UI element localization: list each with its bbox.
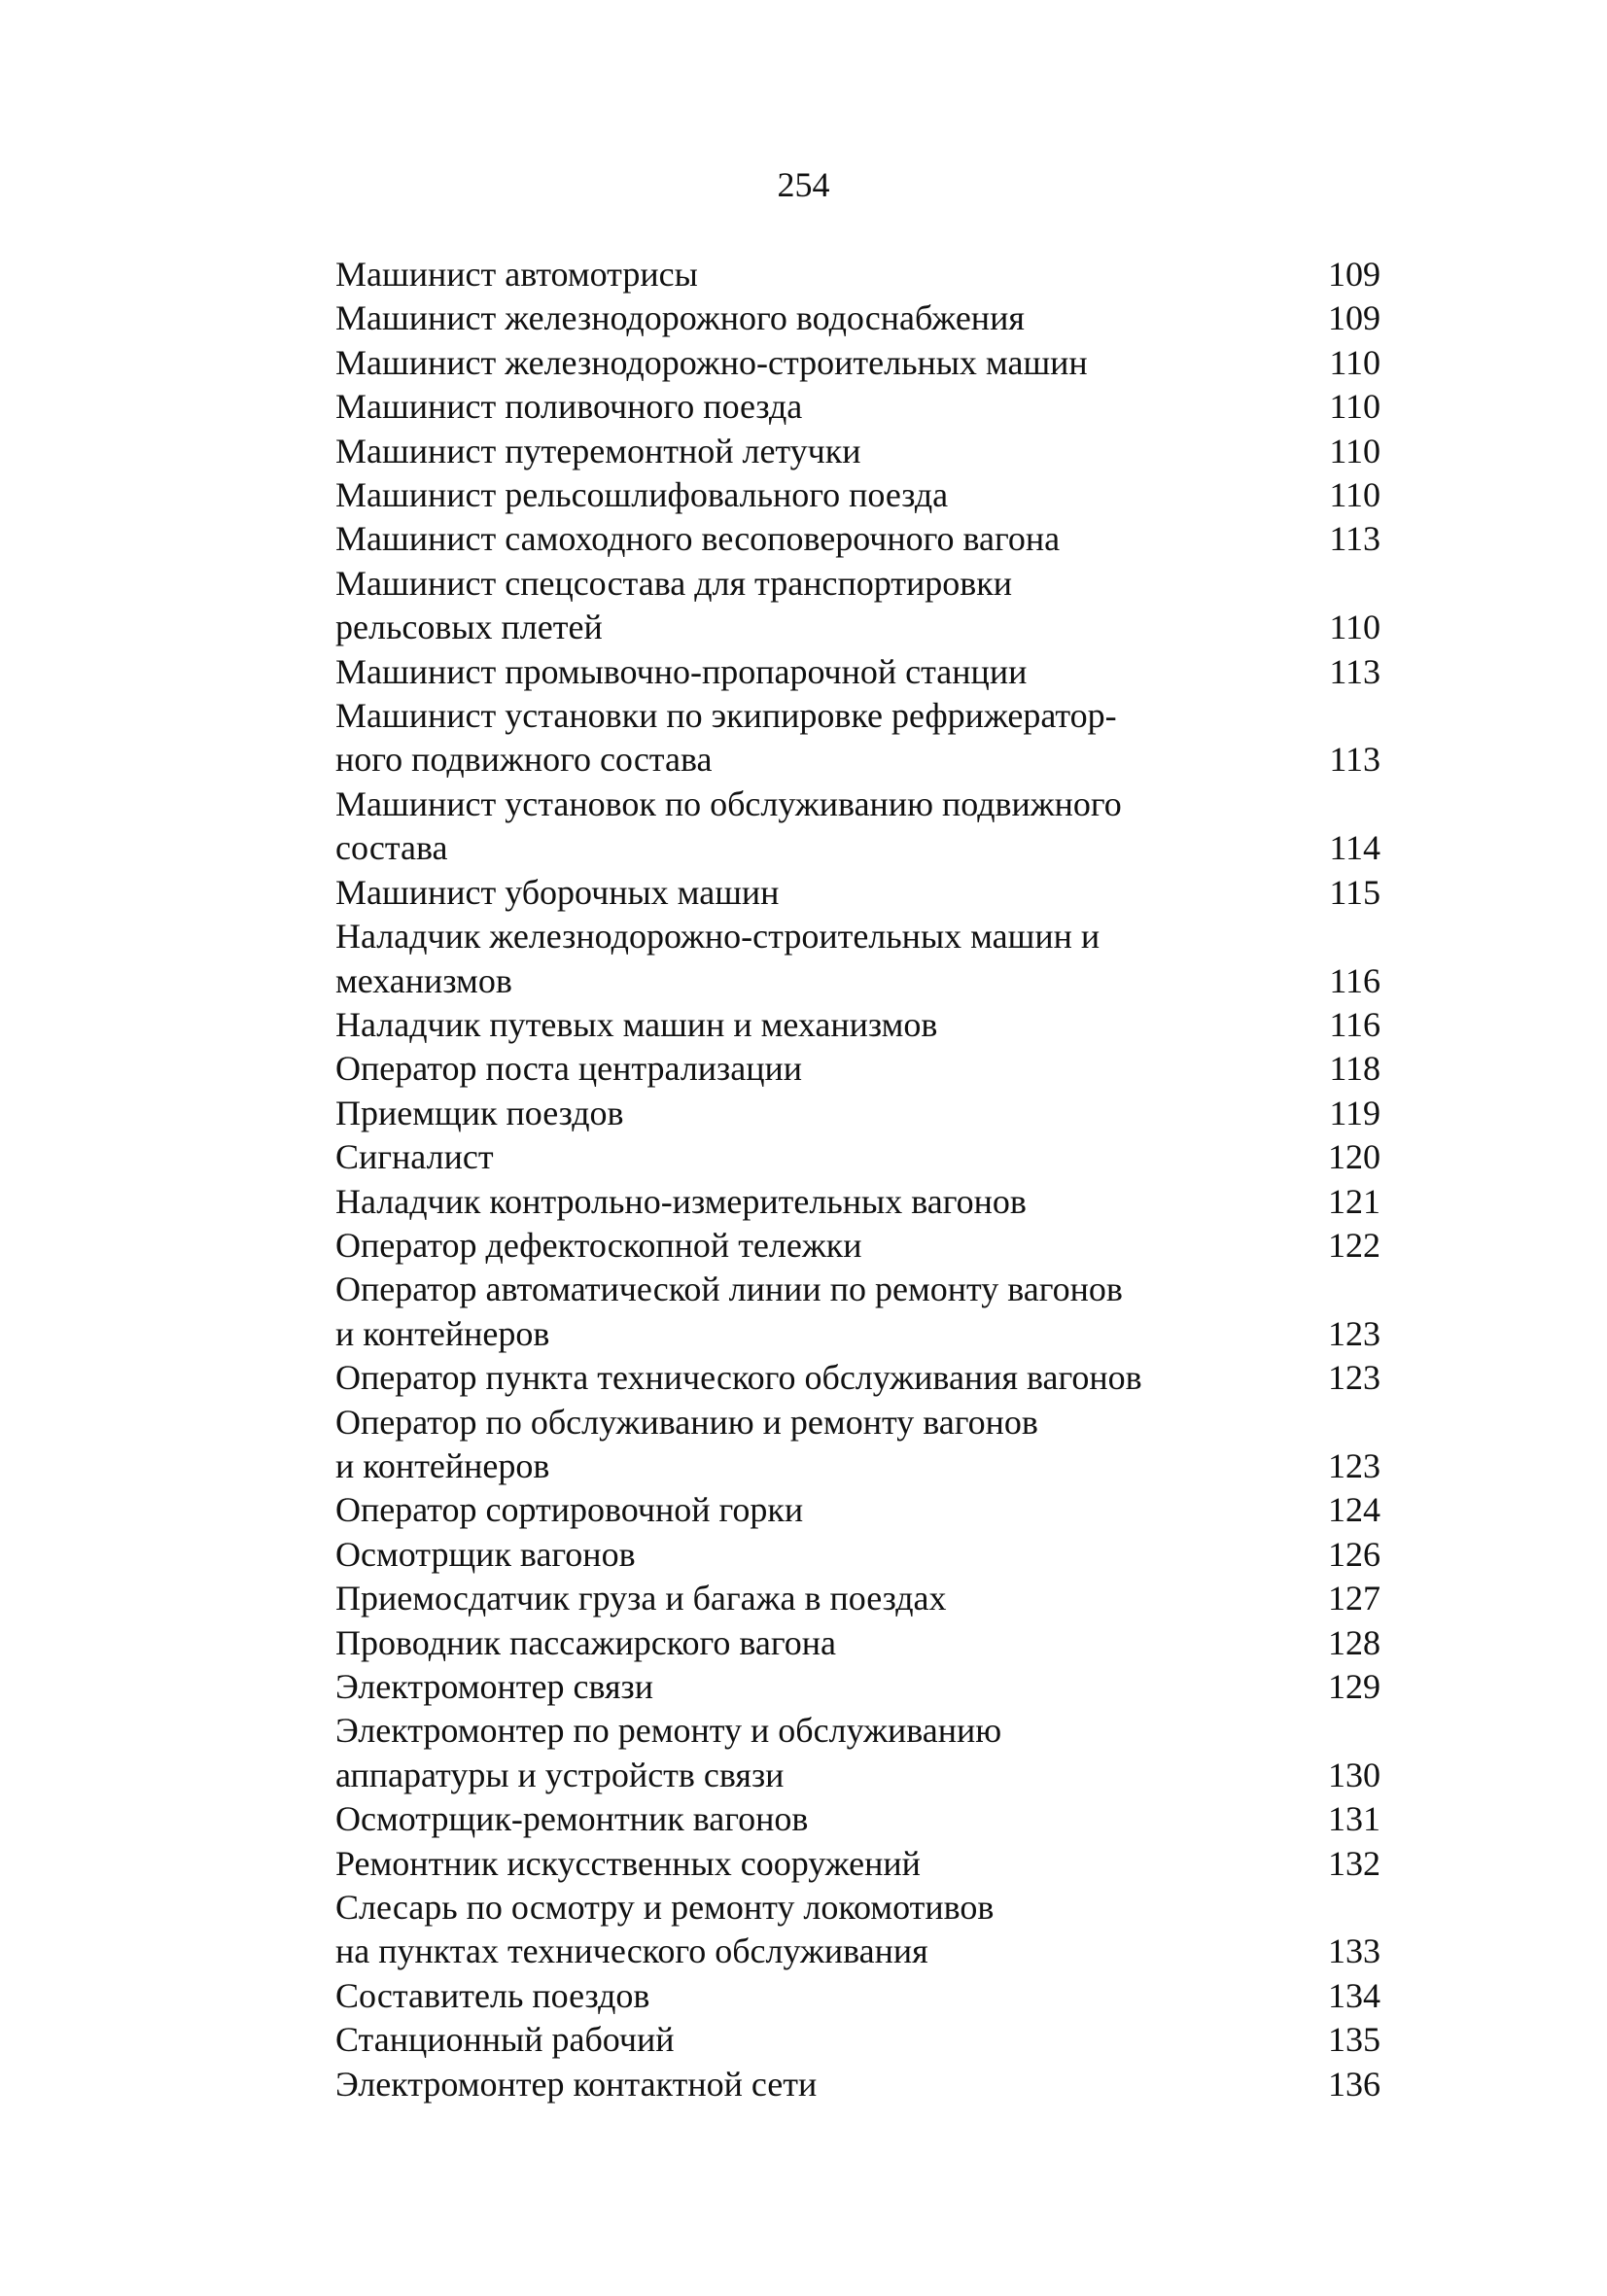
toc-entry <box>335 2063 1380 2106</box>
page-number: 254 <box>777 165 830 204</box>
toc-entry-title-line: Электромонтер по ремонту и обслуживанию <box>335 1711 1002 1751</box>
toc-entry-title-line: Оператор автоматической линии по ремонту вагонов <box>335 1270 1123 1309</box>
toc-entry-title <box>335 430 861 473</box>
toc-entry-title-line: механизмов <box>335 960 512 1000</box>
toc-entry-page: 126 <box>1328 1534 1380 1574</box>
toc-entry-page: 114 <box>1329 828 1380 868</box>
toc-entry-page: 116 <box>1329 1004 1380 1044</box>
toc-entry <box>335 253 1380 296</box>
toc-entry-title <box>335 1974 649 2018</box>
toc-entry <box>335 562 1380 650</box>
toc-entry-page: 110 <box>1329 475 1380 515</box>
toc-entry-page: 113 <box>1329 651 1380 691</box>
toc-entry-title <box>335 1709 1001 1797</box>
toc-entry-title <box>335 1135 494 1179</box>
toc-entry-title <box>335 1842 921 1886</box>
toc-entry-title-line: на пунктах технического обслуживания <box>335 1931 928 1971</box>
toc-entry-title-line: Машинист установки по экипировке рефрижератор- <box>335 696 1117 736</box>
toc-entry-title-line: Приемщик поездов <box>335 1093 624 1132</box>
toc-entry-title <box>335 1356 1142 1400</box>
toc-entry-title-line: Наладчик контрольно-измерительных вагонов <box>335 1181 1027 1221</box>
toc-entry-title-line: Ремонтник искусственных сооружений <box>335 1843 921 1883</box>
toc-entry-page: 132 <box>1328 1843 1380 1883</box>
toc-entry <box>335 1886 1380 1974</box>
toc-entry-title <box>335 1665 653 1709</box>
toc-entry-title <box>335 296 1025 340</box>
toc-entry-title-line: Электромонтер связи <box>335 1667 654 1706</box>
toc-entry-page: 120 <box>1328 1137 1380 1177</box>
toc-entry-title-line: Машинист рельсошлифовального поезда <box>335 475 949 515</box>
toc-entry-page: 134 <box>1328 1975 1380 2015</box>
toc-entry-page: 113 <box>1329 519 1380 559</box>
toc-entry-title-line: аппаратуры и устройств связи <box>335 1755 785 1794</box>
toc-entry-title-line: Составитель поездов <box>335 1975 650 2015</box>
toc-entry <box>335 1135 1380 1179</box>
toc-entry-title-line: ного подвижного состава <box>335 740 713 780</box>
toc-entry-title <box>335 1886 994 1974</box>
toc-entry-title <box>335 473 948 517</box>
toc-entry-title-line: Машинист уборочных машин <box>335 872 780 912</box>
toc-entry <box>335 1577 1380 1620</box>
toc-entry-title-line: Проводник пассажирского вагона <box>335 1622 836 1662</box>
toc-entry-title-line: Машинист железнодорожного водоснабжения <box>335 298 1025 338</box>
toc-entry <box>335 1488 1380 1532</box>
toc-entry-title <box>335 1003 937 1047</box>
toc-entry-title-line: Станционный рабочий <box>335 2020 675 2060</box>
toc-entry <box>335 1047 1380 1091</box>
toc-entry <box>335 1092 1380 1135</box>
toc-entry-page: 110 <box>1329 431 1380 470</box>
toc-entry-page: 110 <box>1329 387 1380 427</box>
toc-entry-page: 109 <box>1328 298 1380 338</box>
toc-entry-title <box>335 1797 808 1841</box>
toc-entry-title-line: и контейнеров <box>335 1445 550 1485</box>
toc-entry-page: 109 <box>1328 255 1380 294</box>
toc-entry <box>335 1268 1380 1356</box>
toc-entry-page: 123 <box>1328 1313 1380 1353</box>
toc-entry-title-line: Осмотрщик вагонов <box>335 1534 636 1574</box>
toc-entry <box>335 473 1380 517</box>
toc-entry <box>335 296 1380 340</box>
toc-entry-page: 113 <box>1329 740 1380 780</box>
toc-entry <box>335 650 1380 694</box>
toc-entry-title <box>335 694 1117 783</box>
toc-entry-page: 129 <box>1328 1667 1380 1706</box>
toc-entry-title-line: Машинист поливочного поезда <box>335 387 803 427</box>
toc-entry <box>335 1533 1380 1577</box>
toc-entry-title <box>335 2018 674 2062</box>
toc-entry <box>335 1709 1380 1797</box>
toc-entry-title-line: Машинист самоходного весоповерочного вагона <box>335 519 1061 559</box>
toc-entry <box>335 517 1380 561</box>
toc-entry-title-line: Машинист установок по обслуживанию подвижного <box>335 783 1122 823</box>
toc-entry-title <box>335 1224 861 1268</box>
toc-entry-title <box>335 562 1012 650</box>
toc-entry-title <box>335 253 698 296</box>
toc-entry-title <box>335 1180 1027 1224</box>
toc-entry-page: 130 <box>1328 1755 1380 1794</box>
toc-entry <box>335 341 1380 385</box>
toc-entry-title <box>335 915 1100 1003</box>
toc-entry-title-line: Наладчик путевых машин и механизмов <box>335 1004 938 1044</box>
toc-entry-title <box>335 341 1088 385</box>
toc-entry <box>335 1665 1380 1709</box>
toc-entry-page: 118 <box>1329 1049 1380 1089</box>
toc-entry <box>335 385 1380 429</box>
toc-entry <box>335 1224 1380 1268</box>
toc-entry-title-line: Наладчик железнодорожно-строительных машин и <box>335 917 1100 957</box>
toc-entry-title-line: Оператор по обслуживанию и ремонту вагонов <box>335 1402 1038 1442</box>
toc-entry <box>335 694 1380 783</box>
toc-entry-title <box>335 1268 1123 1356</box>
toc-entry-page: 123 <box>1328 1445 1380 1485</box>
toc-entry <box>335 1003 1380 1047</box>
toc-entry-title <box>335 1047 802 1091</box>
toc-entry-title-line: Машинист спецсостава для транспортировки <box>335 563 1012 603</box>
toc-entry-title <box>335 783 1122 871</box>
toc-entry-page: 122 <box>1328 1225 1380 1265</box>
toc-entry-title-line: Машинист промывочно-пропарочной станции <box>335 651 1028 691</box>
toc-entry-page: 136 <box>1328 2064 1380 2104</box>
toc-entry-title-line: Оператор сортировочной горки <box>335 1490 804 1530</box>
toc-entry-page: 124 <box>1328 1490 1380 1530</box>
toc-entry-title-line: и контейнеров <box>335 1313 550 1353</box>
toc-entry-title-line: Оператор поста централизации <box>335 1049 803 1089</box>
toc-entry-title-line: Оператор пункта технического обслуживания вагонов <box>335 1358 1142 1398</box>
toc-entry-title <box>335 385 802 429</box>
toc-entry <box>335 1356 1380 1400</box>
toc-entry-page: 110 <box>1329 608 1380 647</box>
toc-entry-title <box>335 650 1027 694</box>
toc-entry-title <box>335 2063 817 2106</box>
toc-entry-title <box>335 1488 803 1532</box>
toc-entry <box>335 1842 1380 1886</box>
toc-entry-title <box>335 517 1060 561</box>
toc-entry-title-line: состава <box>335 828 448 868</box>
toc-entry-page: 123 <box>1328 1358 1380 1398</box>
toc-entry-title-line: Приемосдатчик груза и багажа в поездах <box>335 1579 947 1618</box>
toc-entry-title <box>335 871 779 915</box>
table-of-contents <box>335 253 1380 2106</box>
toc-entry-title-line: рельсовых плетей <box>335 608 603 647</box>
toc-entry-title-line: Машинист автомотрисы <box>335 255 698 294</box>
toc-entry-title <box>335 1401 1038 1489</box>
toc-entry-title-line: Слесарь по осмотру и ремонту локомотивов <box>335 1888 995 1928</box>
toc-entry-title-line: Оператор дефектоскопной тележки <box>335 1225 862 1265</box>
toc-entry <box>335 2018 1380 2062</box>
toc-entry <box>335 1797 1380 1841</box>
toc-entry-title <box>335 1092 624 1135</box>
toc-entry-page: 127 <box>1328 1579 1380 1618</box>
toc-entry-page: 133 <box>1328 1931 1380 1971</box>
toc-entry-title-line: Осмотрщик-ремонтник вагонов <box>335 1799 809 1839</box>
toc-entry <box>335 1621 1380 1665</box>
toc-entry-title-line: Электромонтер контактной сети <box>335 2064 818 2104</box>
toc-entry-title-line: Сигналист <box>335 1137 494 1177</box>
toc-entry <box>335 1974 1380 2018</box>
toc-entry <box>335 915 1380 1003</box>
toc-entry-page: 119 <box>1329 1093 1380 1132</box>
toc-entry <box>335 430 1380 473</box>
toc-entry-page: 121 <box>1328 1181 1380 1221</box>
toc-entry-page: 116 <box>1329 960 1380 1000</box>
toc-entry-page: 135 <box>1328 2020 1380 2060</box>
toc-entry-page: 110 <box>1329 342 1380 382</box>
toc-entry-title <box>335 1577 947 1620</box>
toc-entry <box>335 871 1380 915</box>
toc-entry <box>335 783 1380 871</box>
toc-entry-title <box>335 1621 836 1665</box>
toc-entry <box>335 1180 1380 1224</box>
toc-entry-page: 115 <box>1329 872 1380 912</box>
toc-entry-title <box>335 1533 636 1577</box>
toc-entry-title-line: Машинист путеремонтной летучки <box>335 431 861 470</box>
toc-entry-page: 131 <box>1328 1799 1380 1839</box>
toc-entry-page: 128 <box>1328 1622 1380 1662</box>
toc-entry <box>335 1401 1380 1489</box>
toc-entry-title-line: Машинист железнодорожно-строительных машин <box>335 342 1088 382</box>
